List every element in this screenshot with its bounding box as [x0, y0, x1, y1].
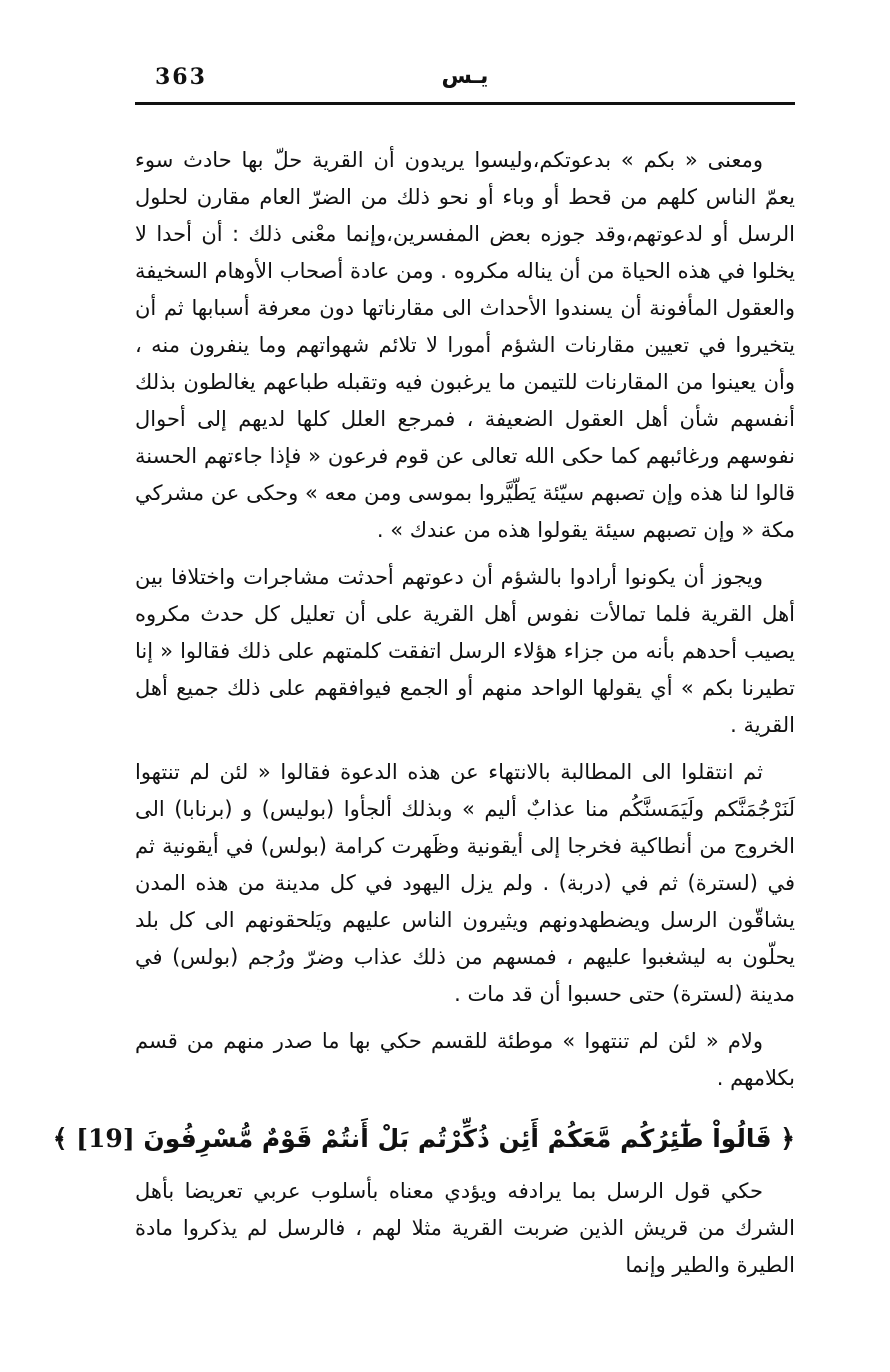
- verse-close-bracket: ﴾: [52, 1124, 68, 1153]
- page-number: 363: [155, 64, 207, 90]
- paragraph: ولام « لئن لم تنتهوا » موطئة للقسم حكي بها ما صدر منهم من قسم بكلامهم .: [135, 1029, 795, 1090]
- paragraph: ويجوز أن يكونوا أرادوا بالشؤم أن دعوتهم أحدثت مشاجرات واختلافا بين أهل القرية فلما تمالأت نفوس أهل القرية على أن تعليل كل حدث مكروه يصيب أحدهم بأنه من جزاء هؤلاء الرسل اتفقت كلمتهم على ذلك فقالوا « إنا تطيرنا بكم » أي يقولها الواحد منهم أو الجمع فيوافقهم على ذلك جميع أهل القرية .: [135, 565, 795, 737]
- page-header: [135, 58, 795, 105]
- verse-text: قَالُواْ طَٰٓئِرُكُم مَّعَكُمْ أَئِن ذُكِّرْتُم بَلْ أَنتُمْ قَوْمٌ مُّسْرِفُونَ: [143, 1124, 772, 1153]
- paragraph: حكي قول الرسل بما يرادفه ويؤدي معناه بأسلوب عربي تعريضا بأهل الشرك من قريش الذين ضربت القرية مثلا لهم ، فالرسل لم يذكروا مادة الطيرة والطير وإنما: [135, 1179, 795, 1277]
- quran-verse: [52, 1119, 795, 1159]
- paragraph: ومعنى « بكم » بدعوتكم،وليسوا يريدون أن القرية حلّ بها حادث سوء يعمّ الناس كلهم من قحط أو وباء أو نحو ذلك من الضرّ العام مقارن لحلول الرسل أو لدعوتهم،وقد جوزه بعض المفسرين،وإنما معْنى ذلك : أن أحدا لا يخلوا في هذه الحياة من أن يناله مكروه . ومن عادة أصحاب الأوهام السخيفة والعقول المأفونة أن يسندوا الأحداث الى مقارناتها دون معرفة أسبابها ثم أن يتخيروا في تعيين مقارنات الشؤم أمورا لا تلائم شهواتهم وما ينفرون منه ، وأن يعينوا من المقارنات للتيمن ما يرغبون فيه وتقبله طباعهم يغالطون بذلك أنفسهم شأن أهل العقول الضعيفة ، فمرجع العلل كلها لديهم إلى أحوال نفوسهم ورغائبهم كما حكى الله تعالى عن قوم فرعون « فإذا جاءتهم الحسنة قالوا لنا هذه وإن تصبهم سيّئة يَطّيَّروا بموسى ومن معه » وحكى عن مشركي مكة « وإن تصبهم سيئة يقولوا هذه من عندك » .: [135, 148, 795, 542]
- verse-number: [19]: [76, 1124, 135, 1153]
- page-body: [52, 142, 795, 1294]
- verse-open-bracket: ﴿: [780, 1124, 795, 1153]
- running-title: يـس: [441, 64, 489, 89]
- paragraph: ثم انتقلوا الى المطالبة بالانتهاء عن هذه الدعوة فقالوا « لئن لم تنتهوا لَنَرْجُمَنَّكم ولَيَمَسنَّكُم منا عذابٌ أليم » وبذلك ألجأوا (بوليس) و (برنابا) الى الخروج من أنطاكية فخرجا إلى أيقونية وظَهرت كرامة (بولس) في أيقونية ثم في (لسترة) ثم في (دربة) . ولم يزل اليهود في كل مدينة من هذه المدن يشاقّون الرسل ويضطهدونهم ويثيرون الناس عليهم ويَلحقونهم الى كل بلد يحلّون به ليشغبوا عليهم ، فمسهم من ذلك عذاب وضرّ ورُجم (بولس) في مدينة (لسترة) حتى حسبوا أن قد مات .: [135, 760, 795, 1006]
